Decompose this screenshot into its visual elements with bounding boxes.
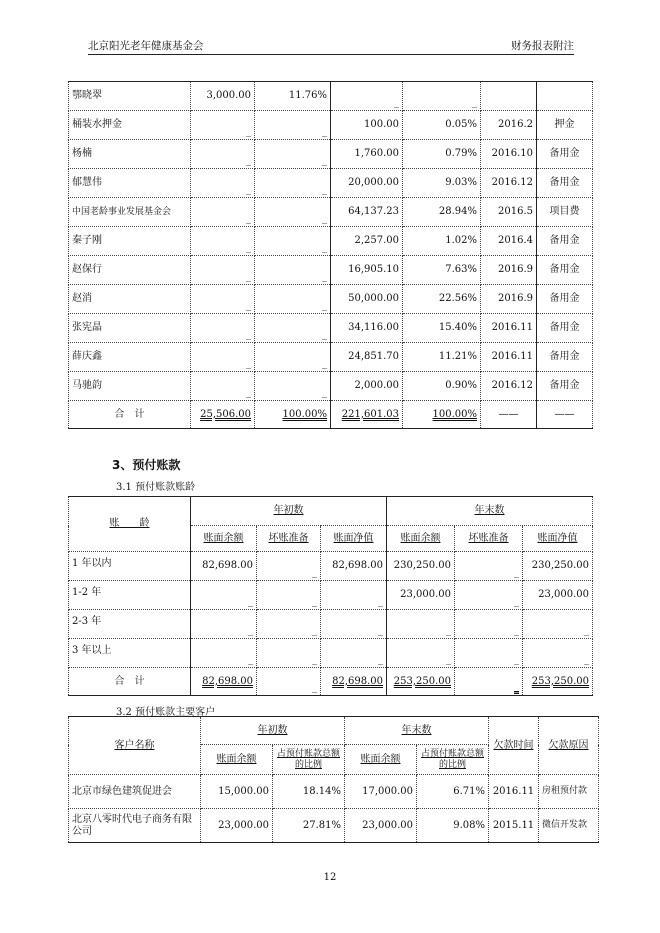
total-label: 合 计 <box>69 401 191 429</box>
total-cell: _ <box>257 668 321 696</box>
total-label: 合 计 <box>69 668 191 696</box>
table-row <box>69 198 593 227</box>
amount-cell: 34,116.00 <box>331 314 403 343</box>
row-label-cell: 张宪晶 <box>69 314 191 343</box>
prepayment-customers-table <box>68 716 599 843</box>
t3-end-header: 年末数 <box>345 717 489 745</box>
total-cell: 100.00% <box>403 401 481 429</box>
table-row <box>69 552 593 581</box>
table-row <box>69 256 593 285</box>
ratio-cell: 15.40% <box>403 314 481 343</box>
table-row <box>69 227 593 256</box>
ratio-cell: _ <box>255 227 331 256</box>
ratio-cell: 11.21% <box>403 343 481 372</box>
value-cell: _ <box>321 610 387 639</box>
amount-cell: 16,905.10 <box>331 256 403 285</box>
value-cell: 2016.11 <box>489 775 539 809</box>
date-cell: 2016.9 <box>481 256 537 285</box>
reason-cell: 押金 <box>537 111 593 140</box>
header-org: 北京阳光老年健康基金会 <box>88 40 204 52</box>
amount-cell: 1,760.00 <box>331 140 403 169</box>
table-row <box>69 809 599 843</box>
reason-cell <box>537 82 593 111</box>
value-cell: 23,000.00 <box>387 581 455 610</box>
reason-cell: 备用金 <box>537 227 593 256</box>
total-row <box>69 401 593 429</box>
value-cell: 9.08% <box>417 809 489 843</box>
date-cell: 2016.11 <box>481 314 537 343</box>
total-cell: 221,601.03 <box>331 401 403 429</box>
value-cell: _ <box>191 581 257 610</box>
table-row <box>69 343 593 372</box>
value-cell: _ <box>191 610 257 639</box>
value-cell: 82,698.00 <box>321 552 387 581</box>
page-header <box>88 38 574 55</box>
date-cell: 2016.11 <box>481 343 537 372</box>
date-cell: 2016.9 <box>481 285 537 314</box>
ratio-cell: 11.76% <box>255 82 331 111</box>
amount-cell: 20,000.00 <box>331 169 403 198</box>
t3-begin-header: 年初数 <box>201 717 345 745</box>
value-cell: 27.81% <box>273 809 345 843</box>
amount-cell: _ <box>191 285 255 314</box>
end-header: 年末数 <box>387 497 593 526</box>
ratio-cell: _ <box>255 111 331 140</box>
ratio-cell: 0.79% <box>403 140 481 169</box>
value-cell: 2015.11 <box>489 809 539 843</box>
value-cell: 17,000.00 <box>345 775 417 809</box>
owe-time-header: 欠款时间 <box>489 717 539 775</box>
value-cell: _ <box>455 552 523 581</box>
ratio-cell: _ <box>255 285 331 314</box>
ratio-cell: 0.90% <box>403 372 481 401</box>
value-cell: _ <box>321 639 387 668</box>
row-label-cell: 秦子刚 <box>69 227 191 256</box>
value-cell: 82,698.00 <box>191 552 257 581</box>
date-cell: 2016.5 <box>481 198 537 227</box>
section-title-prepayments: 3、预付账款 <box>112 458 181 472</box>
page-number: 12 <box>323 872 337 883</box>
ratio-cell: _ <box>255 343 331 372</box>
value-cell: 18.14% <box>273 775 345 809</box>
row-label-cell: 中国老龄事业发展基金会 <box>69 198 191 227</box>
total-cell: 253,250.00 <box>387 668 455 696</box>
table-row <box>69 111 593 140</box>
value-cell: _ <box>257 552 321 581</box>
reason-cell: 备用金 <box>537 343 593 372</box>
table-row <box>69 169 593 198</box>
reason-cell: 备用金 <box>537 285 593 314</box>
reason-cell: 备用金 <box>537 314 593 343</box>
amount-cell: _ <box>331 82 403 111</box>
col-header: 占预付账款总额的比例 <box>273 745 345 775</box>
prepayment-aging-table <box>68 496 593 696</box>
amount-cell: _ <box>191 111 255 140</box>
value-cell: 23,000.00 <box>345 809 417 843</box>
amount-cell: _ <box>191 372 255 401</box>
ratio-cell: _ <box>255 314 331 343</box>
col-header: 坏账准备 <box>257 526 321 552</box>
value-cell: _ <box>387 610 455 639</box>
value-cell: _ <box>191 639 257 668</box>
begin-header: 年初数 <box>191 497 387 526</box>
col-header: 账面余额 <box>191 526 257 552</box>
amount-cell: 50,000.00 <box>331 285 403 314</box>
ratio-cell: 9.03% <box>403 169 481 198</box>
total-cell: 82,698.00 <box>321 668 387 696</box>
table-row <box>69 372 593 401</box>
amount-cell: 2,000.00 <box>331 372 403 401</box>
ratio-cell: _ <box>403 82 481 111</box>
reason-cell: 备用金 <box>537 169 593 198</box>
row-label-cell: 鄂晓翠 <box>69 82 191 111</box>
value-cell: _ <box>257 581 321 610</box>
total-cell: 100.00% <box>255 401 331 429</box>
value-cell: _ <box>523 610 593 639</box>
ratio-cell: 1.02% <box>403 227 481 256</box>
subsection-customers: 3.2 预付账款主要客户 <box>116 707 216 718</box>
value-cell: _ <box>523 639 593 668</box>
value-cell: _ <box>321 581 387 610</box>
amount-cell: _ <box>191 343 255 372</box>
table-row <box>69 610 593 639</box>
date-cell <box>481 82 537 111</box>
ratio-cell: _ <box>255 198 331 227</box>
reason-cell: 备用金 <box>537 140 593 169</box>
col-header: 坏账准备 <box>455 526 523 552</box>
total-row <box>69 668 593 696</box>
col-header: 账面余额 <box>201 745 273 775</box>
amount-cell: 24,851.70 <box>331 343 403 372</box>
header-title: 财务报表附注 <box>511 40 574 52</box>
col-header: 账面净值 <box>321 526 387 552</box>
customer-name-cell: 北京八零时代电子商务有限公司 <box>69 809 201 843</box>
value-cell: _ <box>455 610 523 639</box>
reason-cell: 项目费 <box>537 198 593 227</box>
col-header: 账面余额 <box>345 745 417 775</box>
owe-reason-header: 欠款原因 <box>539 717 599 775</box>
row-label-cell: 马驰韵 <box>69 372 191 401</box>
value-cell: _ <box>455 639 523 668</box>
table-row <box>69 82 593 111</box>
amount-cell: 64,137.23 <box>331 198 403 227</box>
amount-cell: _ <box>191 198 255 227</box>
date-cell: 2016.12 <box>481 169 537 198</box>
value-cell: _ <box>257 639 321 668</box>
reason-cell: 备用金 <box>537 256 593 285</box>
row-label-cell: 杨楠 <box>69 140 191 169</box>
ratio-cell: _ <box>255 169 331 198</box>
col-header: 占预付账款总额的比例 <box>417 745 489 775</box>
table-row <box>69 639 593 668</box>
col-header: 账面净值 <box>523 526 593 552</box>
col-header: 账面余额 <box>387 526 455 552</box>
ratio-cell: 22.56% <box>403 285 481 314</box>
row-label-cell: 赵消 <box>69 285 191 314</box>
row-label-cell: 赵保行 <box>69 256 191 285</box>
ratio-cell: _ <box>255 372 331 401</box>
total-cell: 25,506.00 <box>191 401 255 429</box>
total-cell: _ <box>455 668 523 696</box>
date-cell: 2016.12 <box>481 372 537 401</box>
row-label-cell: 郁慧伟 <box>69 169 191 198</box>
value-cell: 230,250.00 <box>387 552 455 581</box>
age-cell: 3 年以上 <box>69 639 191 668</box>
date-cell: 2016.2 <box>481 111 537 140</box>
ratio-cell: _ <box>255 140 331 169</box>
ratio-cell: 7.63% <box>403 256 481 285</box>
row-label-cell: 桶装水押金 <box>69 111 191 140</box>
amount-cell: _ <box>191 314 255 343</box>
amount-cell: _ <box>191 227 255 256</box>
amount-cell: _ <box>191 169 255 198</box>
customer-name-header: 客户名称 <box>69 717 201 775</box>
ratio-cell: 28.94% <box>403 198 481 227</box>
table-row <box>69 314 593 343</box>
total-cell: —— <box>481 401 537 429</box>
other-receivables-table <box>68 81 593 429</box>
age-cell: 1-2 年 <box>69 581 191 610</box>
value-cell: 23,000.00 <box>201 809 273 843</box>
value-cell: 微信开发款 <box>539 809 599 843</box>
value-cell: 6.71% <box>417 775 489 809</box>
table-row <box>69 140 593 169</box>
amount-cell: 3,000.00 <box>191 82 255 111</box>
row-label-cell: 薛庆鑫 <box>69 343 191 372</box>
value-cell: 23,000.00 <box>523 581 593 610</box>
date-cell: 2016.10 <box>481 140 537 169</box>
value-cell: 230,250.00 <box>523 552 593 581</box>
value-cell: 15,000.00 <box>201 775 273 809</box>
value-cell: 房租预付款 <box>539 775 599 809</box>
age-cell: 1 年以内 <box>69 552 191 581</box>
value-cell: _ <box>455 581 523 610</box>
ratio-cell: _ <box>255 256 331 285</box>
total-cell: —— <box>537 401 593 429</box>
ratio-cell: 0.05% <box>403 111 481 140</box>
amount-cell: _ <box>191 256 255 285</box>
age-cell: 2-3 年 <box>69 610 191 639</box>
subsection-aging: 3.1 预付账款账龄 <box>116 482 196 493</box>
date-cell: 2016.4 <box>481 227 537 256</box>
value-cell: _ <box>257 610 321 639</box>
table-row <box>69 581 593 610</box>
total-cell: 253,250.00 <box>523 668 593 696</box>
age-header: 账 龄 <box>69 497 191 552</box>
amount-cell: 2,257.00 <box>331 227 403 256</box>
reason-cell: 备用金 <box>537 372 593 401</box>
table-row <box>69 285 593 314</box>
customer-name-cell: 北京市绿色建筑促进会 <box>69 775 201 809</box>
table-row <box>69 775 599 809</box>
total-cell: 82,698.00 <box>191 668 257 696</box>
amount-cell: _ <box>191 140 255 169</box>
value-cell: _ <box>387 639 455 668</box>
amount-cell: 100.00 <box>331 111 403 140</box>
